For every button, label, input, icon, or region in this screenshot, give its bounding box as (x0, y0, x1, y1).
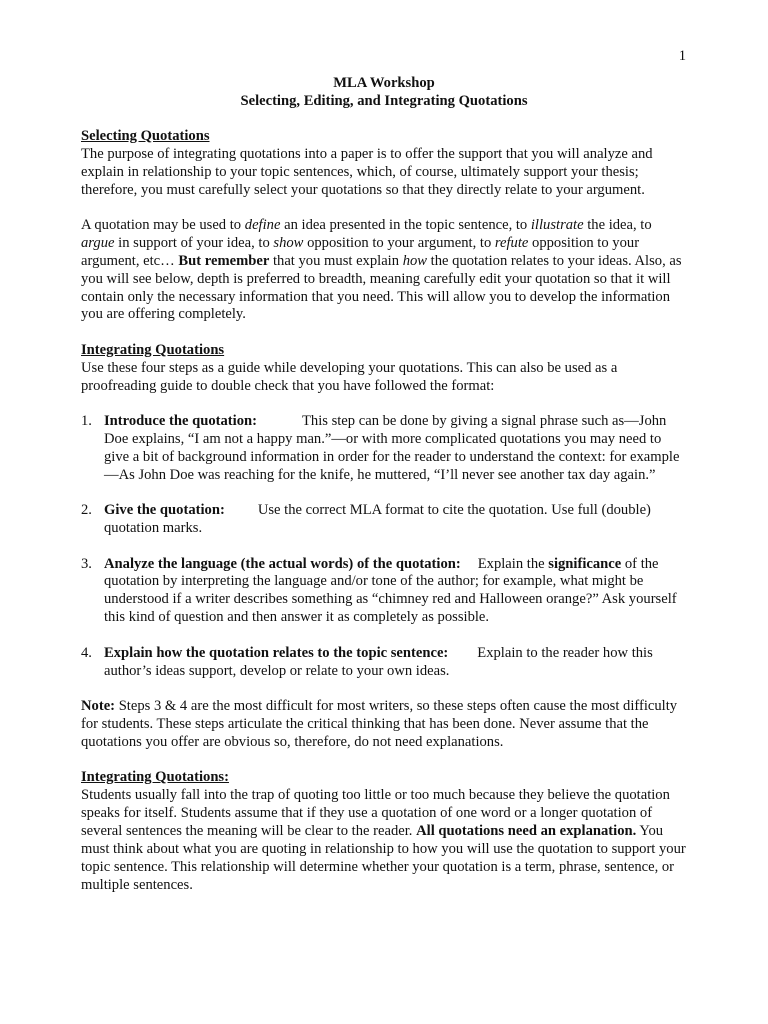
bold-but-remember: But remember (178, 252, 270, 269)
paragraph-purpose: The purpose of integrating quotations into a paper is to offer the support that you will analyze and explain in relationship to your topic sentences, which, of course, ultimately support your thesis; therefore, you must carefully select your quotations so that they directly relate to your argument. (81, 145, 653, 198)
step-title: Explain how the quotation relates to the topic sentence: (104, 644, 449, 661)
italic-how: how (402, 252, 428, 269)
step-item-3 (81, 556, 687, 628)
step-text: This step can be done by giving a signal phrase such as—John Doe explains, “I am not a happy man.”—or with more complicated quotations you may need to give a bit of background information in order for the reader to understand the context: for example—As John Doe was reaching for the knife, he muttered, “I’ll never see another tax day again.” (104, 413, 680, 483)
text-run: A quotation may be used to (81, 216, 245, 233)
bold-significance: significance (548, 555, 622, 572)
document-title: MLA Workshop (333, 75, 435, 91)
text-run: opposition to your argument, etc… (81, 234, 640, 269)
step-text: of the quotation by interpreting the language and/or tone of the author; for example, what might be understood if a writer describes something as “chimney red and Halloween orange?” Ask yourself this kind of question and then answer it as completely as possible. (104, 555, 677, 626)
step-title: Give the quotation: (104, 502, 225, 519)
step-text: Explain the (477, 555, 549, 572)
paragraph-quoting-trap (81, 787, 687, 894)
text-run: You must think about what you are quoting in relationship to how you will use the quotation to support your topic sentence. This relationship will determine whether your quotation is a term, phrase, sentence, or multiple sentences. (81, 822, 686, 893)
step-text: Use the correct MLA format to cite the quotation. Use full (double) quotation marks. (104, 502, 651, 537)
text-run: the quotation relates to your ideas. Also, as you will see below, depth is preferred to breadth, meaning carefully edit your quotation so that it will contain only the necessary information that you need. This will allow you to develop the information you are offering completely. (81, 252, 682, 323)
note-text: Steps 3 & 4 are the most difficult for most writers, so these steps often cause the most difficulty for students. These steps articulate the critical thinking that has been done. Never assume that the quotations you offer are obvious so, therefore, do not need explanations. (81, 697, 678, 750)
step-text: Explain to the reader how this author’s ideas support, develop or relate to your own ideas. (104, 644, 653, 679)
step-item-4 (81, 645, 687, 681)
heading-integrating-quotations-2: Integrating Quotations: (81, 769, 229, 786)
italic-show: show (273, 234, 304, 251)
document-body (81, 75, 687, 912)
document-subtitle: Selecting, Editing, and Integrating Quotations (240, 92, 528, 109)
bold-explanation-needed: All quotations need an explanation. (416, 822, 637, 839)
text-run: the idea, to (583, 216, 652, 233)
heading-integrating-quotations: Integrating Quotations (81, 341, 225, 358)
step-number: 2. (81, 502, 92, 519)
step-number: 1. (81, 413, 92, 430)
italic-illustrate: illustrate (530, 216, 584, 233)
italic-define: define (244, 216, 281, 233)
text-run: in support of your idea, to (114, 234, 274, 251)
page-number: 1 (678, 48, 686, 64)
text-run: an idea presented in the topic sentence, to (280, 216, 531, 233)
paragraph-note (81, 698, 687, 752)
title-block (81, 75, 687, 111)
step-title: Analyze the language (the actual words) of the quotation: (104, 555, 461, 572)
note-label: Note: (81, 697, 116, 714)
heading-selecting-quotations: Selecting Quotations (81, 127, 210, 144)
text-run: Students usually fall into the trap of quoting too little or too much because they believe the quotation speaks for itself. Students assume that if they use a quotation of one word or a longer quotation of several sentences the meaning will be clear to the reader. (81, 787, 670, 839)
paragraph-steps-intro: Use these four steps as a guide while developing your quotations. This can also be used as a proofreading guide to double check that you have followed the format: (81, 359, 618, 394)
step-item-1 (81, 413, 687, 485)
italic-argue: argue (81, 234, 115, 251)
step-item-2 (81, 502, 687, 538)
text-run: opposition to your argument, to (303, 234, 495, 251)
step-number: 4. (81, 644, 92, 661)
step-number: 3. (81, 555, 92, 572)
paragraph-quotation-uses (81, 217, 687, 324)
italic-refute: refute (494, 234, 529, 251)
steps-list (81, 413, 687, 680)
text-run: that you must explain (269, 252, 403, 269)
step-title: Introduce the quotation: (104, 413, 257, 430)
